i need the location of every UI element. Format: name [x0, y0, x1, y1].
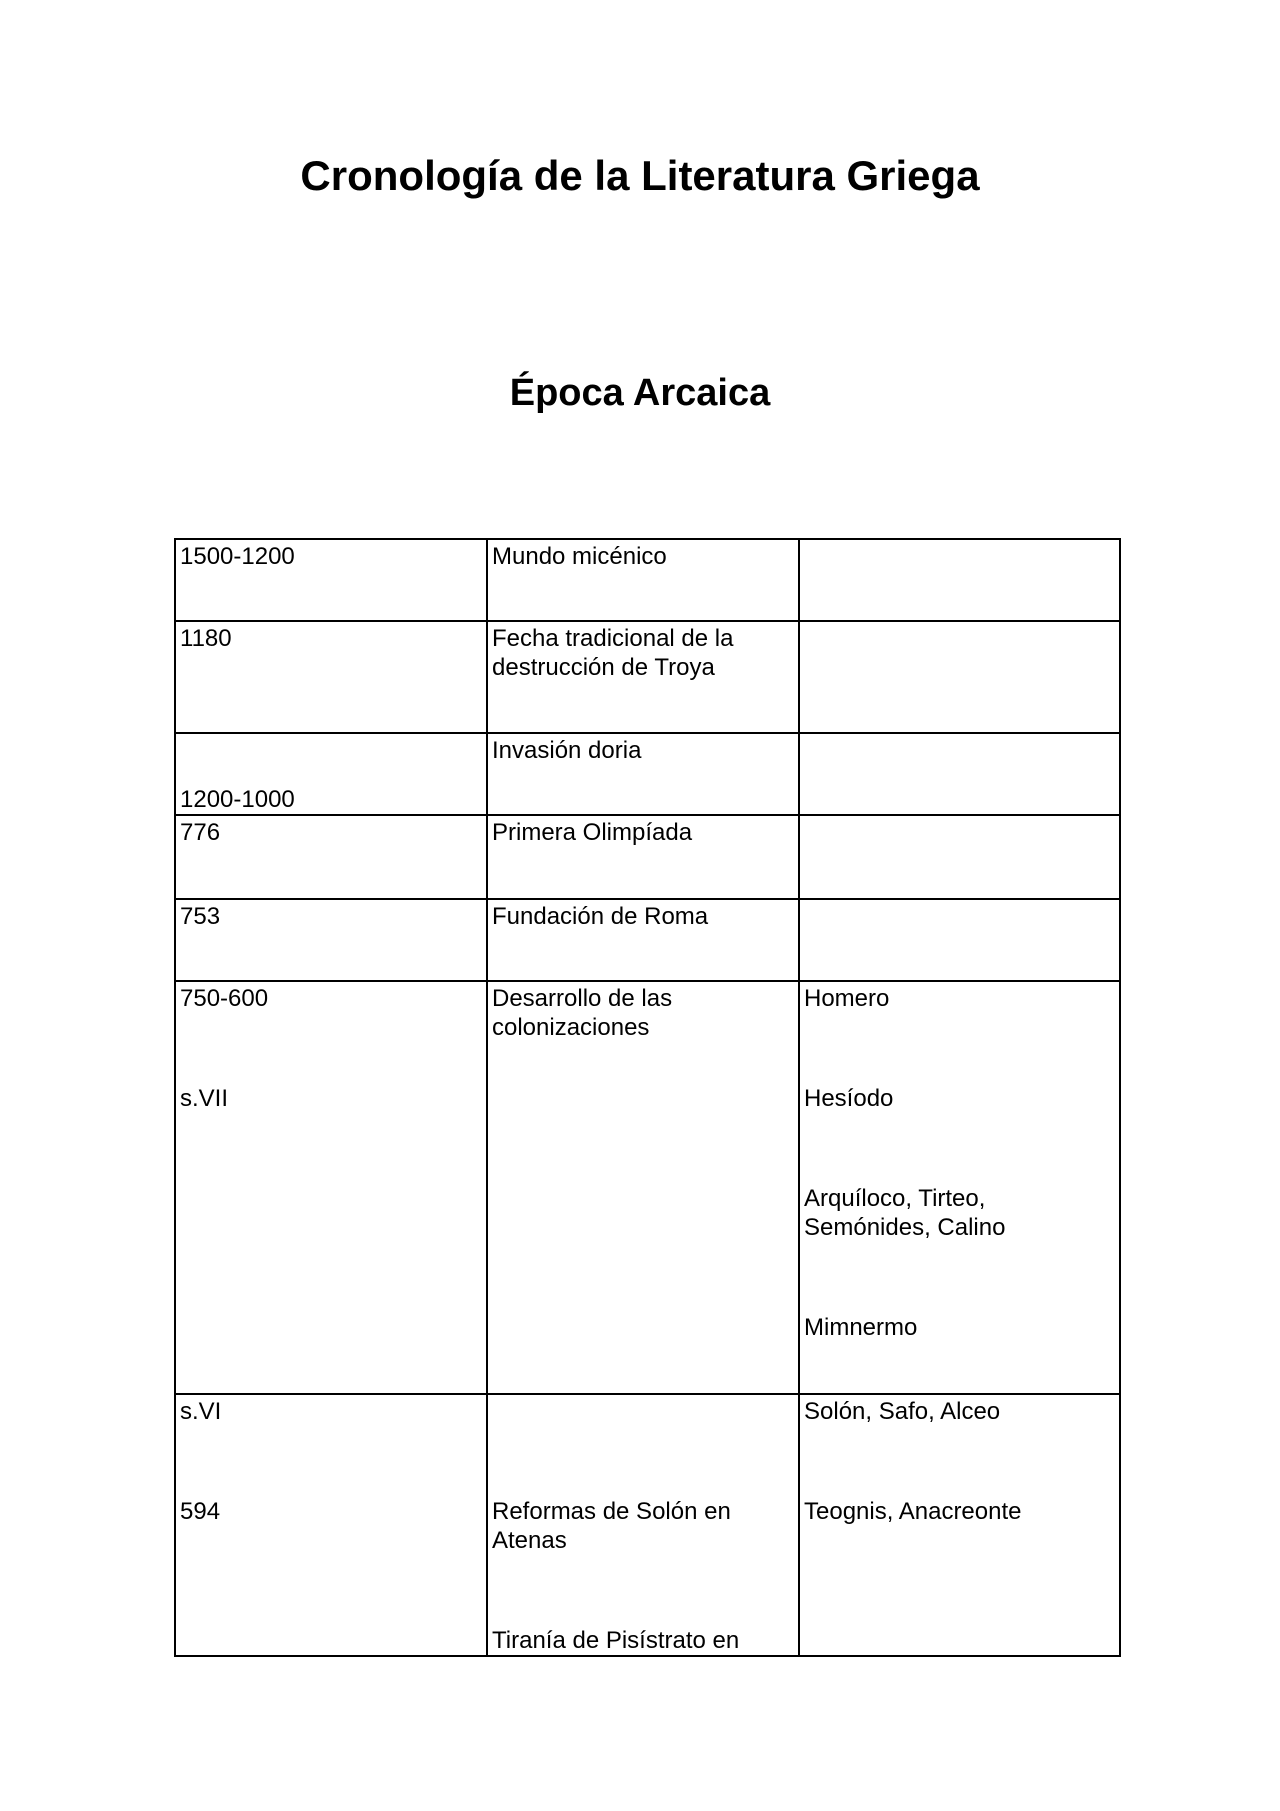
event-cell: [487, 981, 799, 1394]
author-text: Mimnermo: [804, 1314, 918, 1341]
table-row: [175, 733, 1120, 815]
event-cell: [487, 733, 799, 815]
date-text: 594: [180, 1498, 221, 1525]
date-cell: [175, 1394, 487, 1656]
date-text: 776: [180, 819, 221, 846]
authors-cell: [799, 621, 1120, 733]
author-text: Teognis, Anacreonte: [804, 1498, 1022, 1525]
chronology-table: [174, 538, 1121, 1657]
author-text: Solón, Safo, Alceo: [804, 1398, 1001, 1425]
event-cell: [487, 539, 799, 621]
date-text: s.VII: [180, 1085, 229, 1112]
date-cell: [175, 815, 487, 899]
date-cell: [175, 733, 487, 815]
event-text: Mundo micénico: [492, 543, 667, 570]
event-cell: [487, 899, 799, 981]
authors-cell: [799, 539, 1120, 621]
date-text: 1500-1200: [180, 543, 295, 570]
event-cell: [487, 1394, 799, 1656]
date-text: 753: [180, 903, 221, 930]
table-row: [175, 815, 1120, 899]
date-text: s.VI: [180, 1398, 222, 1425]
authors-cell: [799, 733, 1120, 815]
authors-cell: [799, 815, 1120, 899]
table-row: [175, 621, 1120, 733]
document-title: Cronología de la Literatura Griega: [300, 152, 980, 199]
table-row: [175, 899, 1120, 981]
table-row: [175, 1394, 1120, 1656]
table-row: [175, 539, 1120, 621]
author-text: Homero: [804, 985, 890, 1012]
date-text: 1200-1000: [180, 786, 295, 813]
date-cell: [175, 981, 487, 1394]
event-cell: [487, 621, 799, 733]
date-cell: [175, 539, 487, 621]
authors-cell: [799, 1394, 1120, 1656]
date-text: 750-600: [180, 985, 269, 1012]
event-cell: [487, 815, 799, 899]
author-text: Arquíloco, Tirteo, Semónides, Calino: [804, 1185, 1006, 1241]
table-row: [175, 981, 1120, 1394]
event-text: Primera Olimpíada: [492, 819, 693, 846]
event-text: Fecha tradicional de la destrucción de Troya: [492, 625, 741, 681]
event-text: Fundación de Roma: [492, 903, 709, 930]
event-text: Invasión doria: [492, 737, 642, 764]
event-text: Tiranía de Pisístrato en: [492, 1627, 740, 1654]
authors-cell: [799, 981, 1120, 1394]
date-cell: [175, 621, 487, 733]
author-text: Hesíodo: [804, 1085, 894, 1112]
date-text: 1180: [180, 625, 232, 652]
event-text: Reformas de Solón en Atenas: [492, 1498, 737, 1554]
date-cell: [175, 899, 487, 981]
authors-cell: [799, 899, 1120, 981]
section-title: Época Arcaica: [509, 372, 771, 414]
event-text: Desarrollo de las colonizaciones: [492, 985, 679, 1041]
